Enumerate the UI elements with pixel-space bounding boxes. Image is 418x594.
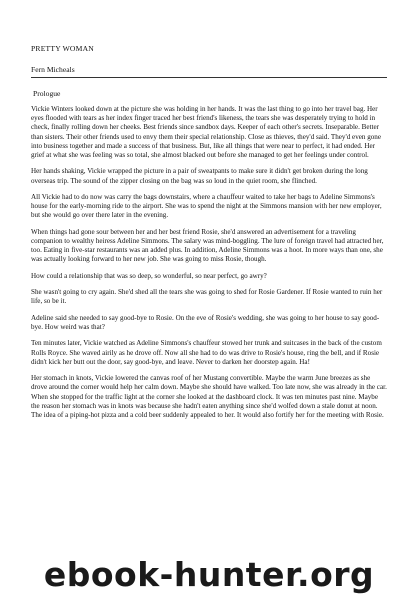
paragraph: Ten minutes later, Vickie watched as Adeline Simmons's chauffeur stowed her trunk and suitcases in the back of the custom Rolls Royce. She waved airily as he drove off. Now all she had to do was drive to Rosie's house, ring the bell, and if Rosie didn't kick her butt out the door, say good-bye, and leave. Never to darken her doorstep again. Ha! <box>31 339 382 366</box>
paragraph: Her hands shaking, Vickie wrapped the picture in a pair of sweatpants to make sure it didn't get broken during the long overseas trip. The sound of the zipper closing on the bag was so loud in the quiet room, she flinched. <box>31 167 368 185</box>
document-page <box>31 44 387 427</box>
watermark-text: ebook-hunter.org <box>43 554 375 594</box>
paragraph: Vickie Winters looked down at the picture she was holding in her hands. It was the last thing to go into her travel bag. Her eyes flooded with tears as her index finger traced her best friend's likeness, the tears she was desperately trying to hold in check, finally rolling down her cheeks. Best friends since sandbox days. Keeper of each other's secrets. Inseparable. Better than sisters. Their other friends used to envy them their special relationship. Close as thieves, they'd said. They'd even gone into business together and made a success of that business. But, like all things that were near to perfect, it had ended. Her grief at what she was feeling was so total, she almost blacked out before she managed to get her feelings under control. <box>31 105 382 160</box>
book-title: PRETTY WOMAN <box>31 44 94 53</box>
paragraph: Adeline said she needed to say good-bye to Rosie. On the eve of Rosie's wedding, she was going to her house to say good-bye. How weird was that? <box>31 313 380 331</box>
paragraph: All Vickie had to do now was carry the bags downstairs, where a chauffeur waited to take her bags to Adeline Simmons's house for the early-morning ride to the airport. She was to spend the night at the Simmons mansion with her new employer, but she would go over there later in the evening. <box>31 193 382 220</box>
paragraph: How could a relationship that was so deep, so wonderful, so near perfect, go awry? <box>31 271 267 280</box>
paragraph: Her stomach in knots, Vickie lowered the canvas roof of her Mustang convertible. Maybe the warm June breezes as she drove around the corner would help her calm down. Maybe she should have walked. Too late now, she was already in the car. When she stopped for the traffic light at the corner she looked at the dashboard clock. It was ten minutes past nine. Maybe the reason her stomach was in knots was because she hadn't eaten anything since she'd wolfed down a stale donut at noon. The idea of a piping-hot pizza and a cold beer suddenly appealed to her. It would also fortify her for the meeting with Rosie. <box>31 374 387 419</box>
body-text <box>31 105 387 420</box>
author-name: Fern Micheals <box>31 65 387 78</box>
paragraph: When things had gone sour between her and her best friend Rosie, she'd answered an advertisement for a traveling companion to wealthy heiress Adeline Simmons. The salary was mind-boggling. The lure of foreign travel had attracted her, too. Eating in five-star restaurants was an added plus. In addition, Adeline Simmons was a hoot. In more ways than one, she was actually looking forward to her new job. She was going to miss Rosie, though. <box>31 227 384 264</box>
paragraph: She wasn't going to cry again. She'd shed all the tears she was going to shed for Rosie Gardener. If Rosie wanted to ruin her life, so be it. <box>31 288 383 306</box>
chapter-heading: Prologue <box>33 89 61 98</box>
